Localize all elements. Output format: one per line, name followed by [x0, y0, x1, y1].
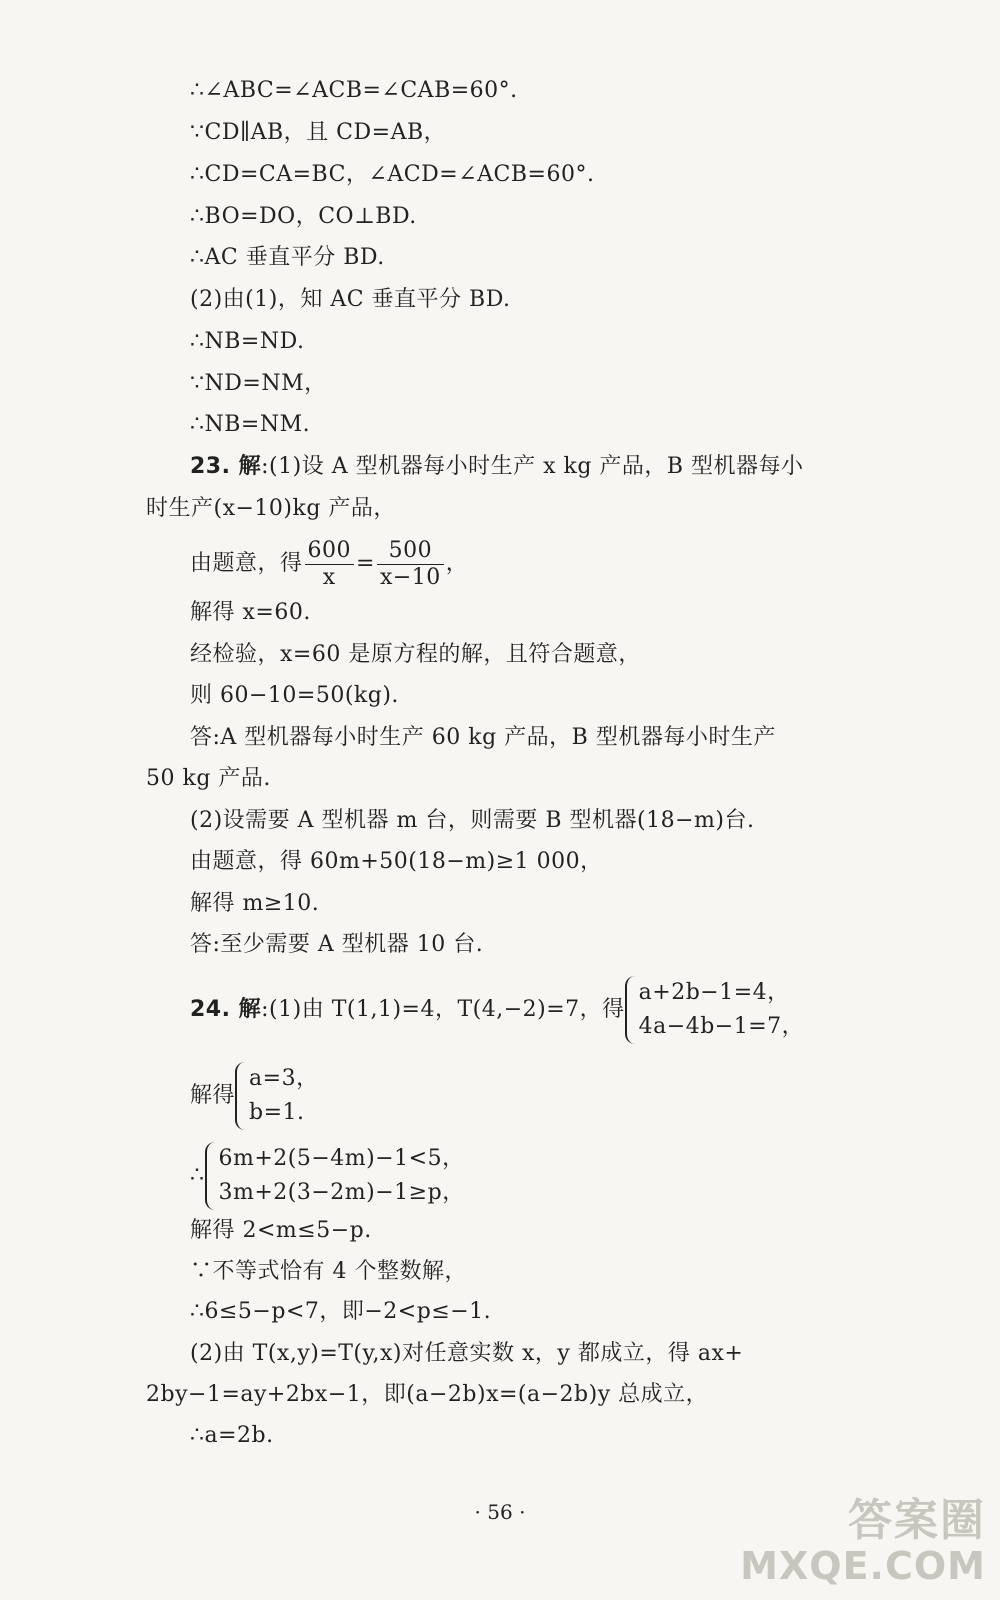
solution-line: 由题意，得 60m+50(18−m)≥1 000， [190, 849, 603, 874]
proof-line: ∴AC 垂直平分 BD. [190, 245, 385, 270]
solution-text: :(1)由 T(1,1)=4，T(4,−2)=7，得 [261, 997, 625, 1022]
answer-line: 答:A 型机器每小时生产 60 kg 产品，B 型机器每小时生产 [190, 725, 776, 750]
proof-line: (2)由(1)，知 AC 垂直平分 BD. [190, 287, 511, 312]
question-number: 23. 解 [190, 454, 262, 479]
fraction-denominator: x [322, 564, 336, 590]
question-24-header [190, 972, 804, 1048]
solution-text: ∴ [190, 1163, 205, 1188]
equation-suffix: ， [445, 551, 469, 576]
solution-line: 时生产(x−10)kg 产品， [146, 496, 396, 521]
proof-line: ∴NB=ND. [190, 329, 305, 354]
proof-line: ∵ND=NM， [190, 371, 327, 396]
page-number: · 56 · [474, 1500, 526, 1524]
solution-line: 解得 x=60. [190, 600, 311, 625]
solution-line: 2by−1=ay+2bx−1，即(a−2b)x=(a−2b)y 总成立， [146, 1382, 709, 1407]
system-row: a=3， [249, 1066, 319, 1091]
watermark-url: MXQE.COM [740, 1544, 986, 1588]
equation-system [235, 1062, 319, 1130]
left-brace [625, 976, 637, 1044]
solution-line [190, 1138, 465, 1214]
proof-line: ∴∠ABC=∠ACB=∠CAB=60°. [190, 78, 518, 103]
fraction-denominator: x−10 [379, 564, 441, 590]
proof-line: ∴BO=DO，CO⊥BD. [190, 204, 417, 229]
question-23-header [190, 452, 804, 482]
system-row: 3m+2(3−2m)−1≥p， [218, 1180, 465, 1205]
fraction-numerator: 500 [377, 538, 444, 565]
watermark-text: 答案圈 [848, 1495, 986, 1546]
solution-line: (2)设需要 A 型机器 m 台，则需要 B 型机器(18−m)台. [190, 808, 755, 833]
solution-line: 经检验，x=60 是原方程的解，且符合题意， [190, 642, 641, 667]
solution-line: 解得 2<m≤5−p. [190, 1218, 372, 1243]
answer-line: 答:至少需要 A 型机器 10 台. [190, 932, 484, 957]
left-brace [235, 1062, 247, 1130]
equation-line [190, 534, 468, 594]
fraction [305, 538, 355, 591]
system-row: a+2b−1=4， [638, 980, 790, 1005]
solution-line: 则 60−10=50(kg). [190, 683, 399, 708]
system-row: b=1. [249, 1100, 305, 1125]
proof-line: ∴CD=CA=BC，∠ACD=∠ACB=60°. [190, 162, 595, 187]
solution-line: ∴6≤5−p<7，即−2<p≤−1. [190, 1299, 492, 1324]
solution-text: 解得 [190, 1083, 236, 1108]
solution-line: (2)由 T(x,y)=T(y,x)对任意实数 x，y 都成立，得 ax+ [190, 1341, 744, 1366]
solution-line: ∵不等式恰有 4 个整数解， [190, 1259, 467, 1284]
solution-line: ∴a=2b. [190, 1423, 274, 1448]
fraction-numerator: 600 [305, 538, 355, 565]
left-brace [205, 1142, 217, 1210]
equation-prefix: 由题意，得 [190, 551, 303, 576]
equals-sign: = [356, 551, 375, 576]
inequality-system [205, 1142, 465, 1210]
system-row: 6m+2(5−4m)−1<5， [218, 1146, 465, 1171]
fraction [377, 538, 444, 591]
answer-line: 50 kg 产品. [146, 766, 271, 791]
equation-system [625, 976, 805, 1044]
system-row: 4a−4b−1=7， [638, 1014, 805, 1039]
watermark-logo [740, 1496, 986, 1586]
proof-line: ∵CD∥AB，且 CD=AB， [190, 120, 447, 145]
proof-line: ∴NB=NM. [190, 412, 311, 437]
solution-line [190, 1058, 319, 1134]
solution-text: :(1)设 A 型机器每小时生产 x kg 产品，B 型机器每小 [261, 454, 804, 479]
solution-line: 解得 m≥10. [190, 891, 320, 916]
question-number: 24. 解 [190, 997, 262, 1022]
